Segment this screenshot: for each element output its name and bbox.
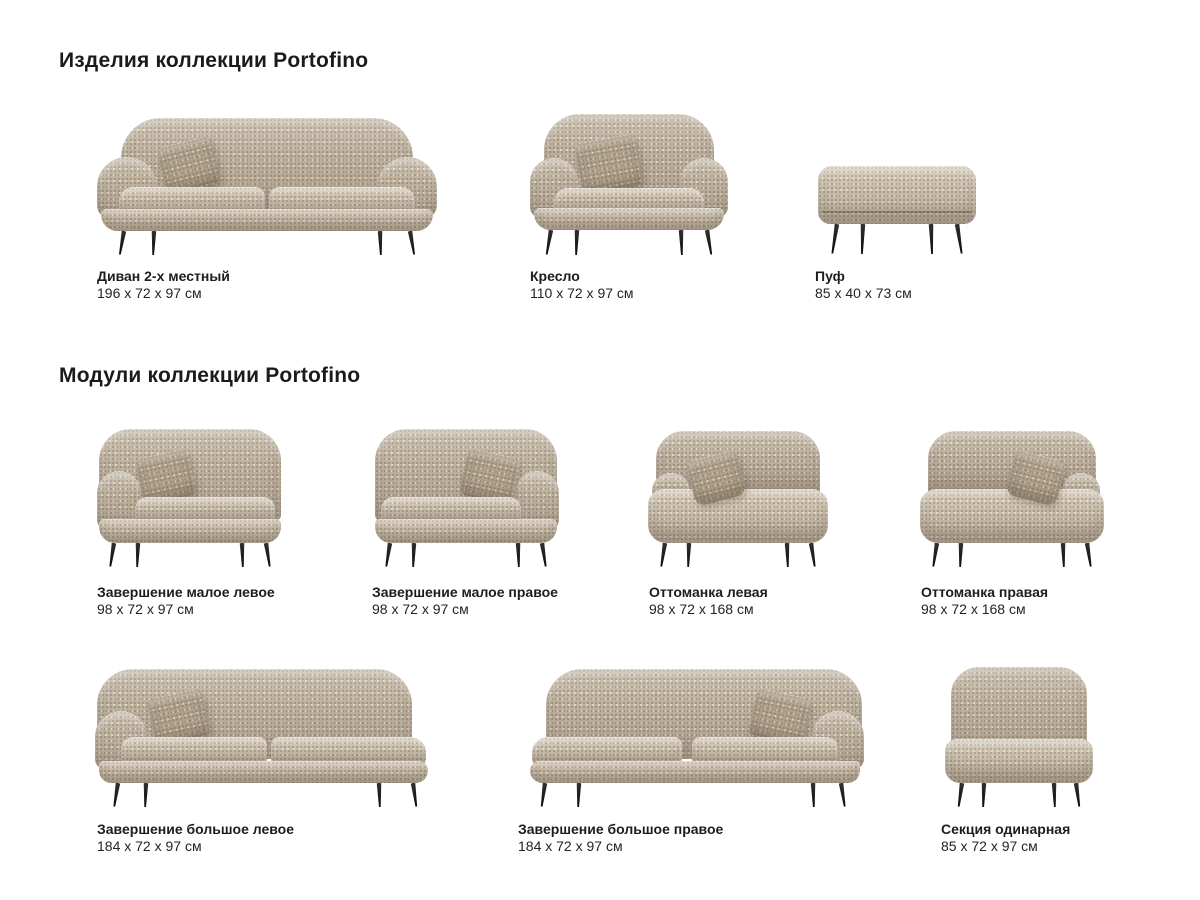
product-image-end-small-left: [97, 427, 283, 567]
product-image-single-section: [945, 667, 1093, 807]
module-leg: [658, 543, 668, 568]
sofa-leg: [407, 230, 417, 255]
product-dimensions: 196 x 72 x 97 см: [97, 285, 202, 301]
module-leg: [957, 543, 964, 567]
product-dimensions: 184 x 72 x 97 см: [97, 838, 202, 854]
pouf-leg: [829, 224, 840, 255]
module-leg: [1060, 543, 1067, 567]
module-leg: [111, 783, 121, 808]
product-dimensions: 98 x 72 x 97 см: [372, 601, 469, 617]
product-label: [941, 821, 1070, 855]
module-leg: [142, 783, 149, 807]
module-seat: [920, 489, 1104, 543]
product-name: Секция одинарная: [941, 821, 1071, 837]
module-base: [530, 761, 860, 783]
product-name: Завершение большое левое: [97, 821, 295, 837]
module-leg: [930, 543, 940, 568]
module-leg: [810, 783, 817, 807]
module-leg: [410, 783, 419, 808]
product-image-end-small-right: [373, 427, 559, 567]
pouf-leg: [928, 224, 935, 254]
module-leg: [263, 543, 273, 568]
product-dimensions: 98 x 72 x 168 см: [921, 601, 1026, 617]
pouf-seam: [822, 211, 972, 213]
product-label: [921, 584, 1048, 618]
product-name: Оттоманка правая: [921, 584, 1049, 600]
module-leg: [134, 543, 141, 567]
sofa-leg: [150, 231, 157, 255]
module-leg: [383, 543, 393, 568]
module-leg: [980, 783, 987, 807]
product-label: [649, 584, 768, 618]
module-leg: [239, 543, 246, 567]
armchair-leg: [678, 230, 685, 255]
module-leg: [575, 783, 582, 807]
module-leg: [808, 543, 818, 568]
armchair-base: [534, 208, 724, 230]
product-image-sofa-2-seat: [95, 115, 439, 255]
product-label: [97, 584, 275, 618]
armchair-leg: [573, 230, 580, 255]
product-name: Завершение малое правое: [372, 584, 558, 600]
module-leg: [838, 783, 848, 808]
product-label: [518, 821, 723, 855]
product-label: [815, 268, 912, 302]
product-name: Оттоманка левая: [649, 584, 768, 600]
section-title-products: Изделия коллекции Portofino: [59, 49, 369, 72]
product-image-ottoman-left: [648, 431, 828, 567]
module-seat: [648, 489, 828, 543]
product-image-pouf: [818, 166, 976, 254]
module-leg: [515, 543, 522, 567]
module-leg: [376, 783, 383, 807]
product-name: Кресло: [530, 268, 580, 284]
module-base: [99, 761, 428, 783]
module-leg: [1051, 783, 1058, 807]
product-dimensions: 110 x 72 x 97 см: [530, 285, 634, 301]
module-leg: [784, 543, 791, 567]
armchair-leg: [704, 229, 714, 255]
product-name: Завершение большое правое: [518, 821, 724, 837]
product-label: [97, 821, 294, 855]
product-dimensions: 184 x 72 x 97 см: [518, 838, 623, 854]
module-leg: [685, 543, 692, 567]
pouf-cushion: [818, 166, 976, 224]
product-name: Завершение малое левое: [97, 584, 275, 600]
section-title-modules: Модули коллекции Portofino: [59, 364, 361, 387]
module-base: [375, 519, 557, 543]
product-label: [530, 268, 634, 302]
sofa-leg: [377, 231, 384, 255]
product-dimensions: 85 x 72 x 97 см: [941, 838, 1038, 854]
module-base: [99, 519, 281, 543]
module-leg: [539, 543, 549, 568]
armchair-leg: [544, 229, 554, 255]
product-name: Пуф: [815, 268, 845, 284]
sofa-leg: [117, 230, 127, 255]
sofa-base: [101, 209, 433, 231]
module-leg: [539, 783, 548, 808]
product-dimensions: 98 x 72 x 168 см: [649, 601, 754, 617]
product-label: [372, 584, 558, 618]
pouf-leg: [954, 224, 965, 255]
product-name: Диван 2-х местный: [97, 268, 230, 284]
pouf-leg: [859, 224, 866, 254]
module-leg: [956, 783, 965, 808]
product-image-ottoman-right: [920, 431, 1104, 567]
product-image-end-large-right: [518, 667, 864, 807]
product-dimensions: 98 x 72 x 97 см: [97, 601, 194, 617]
product-image-armchair: [530, 112, 728, 255]
product-image-end-large-left: [95, 667, 440, 807]
module-leg: [410, 543, 417, 567]
module-leg: [1084, 543, 1094, 568]
module-leg: [1073, 783, 1082, 808]
product-dimensions: 85 x 40 x 73 см: [815, 285, 912, 301]
product-label: [97, 268, 230, 302]
module-leg: [107, 543, 117, 568]
module-seat: [945, 739, 1093, 783]
